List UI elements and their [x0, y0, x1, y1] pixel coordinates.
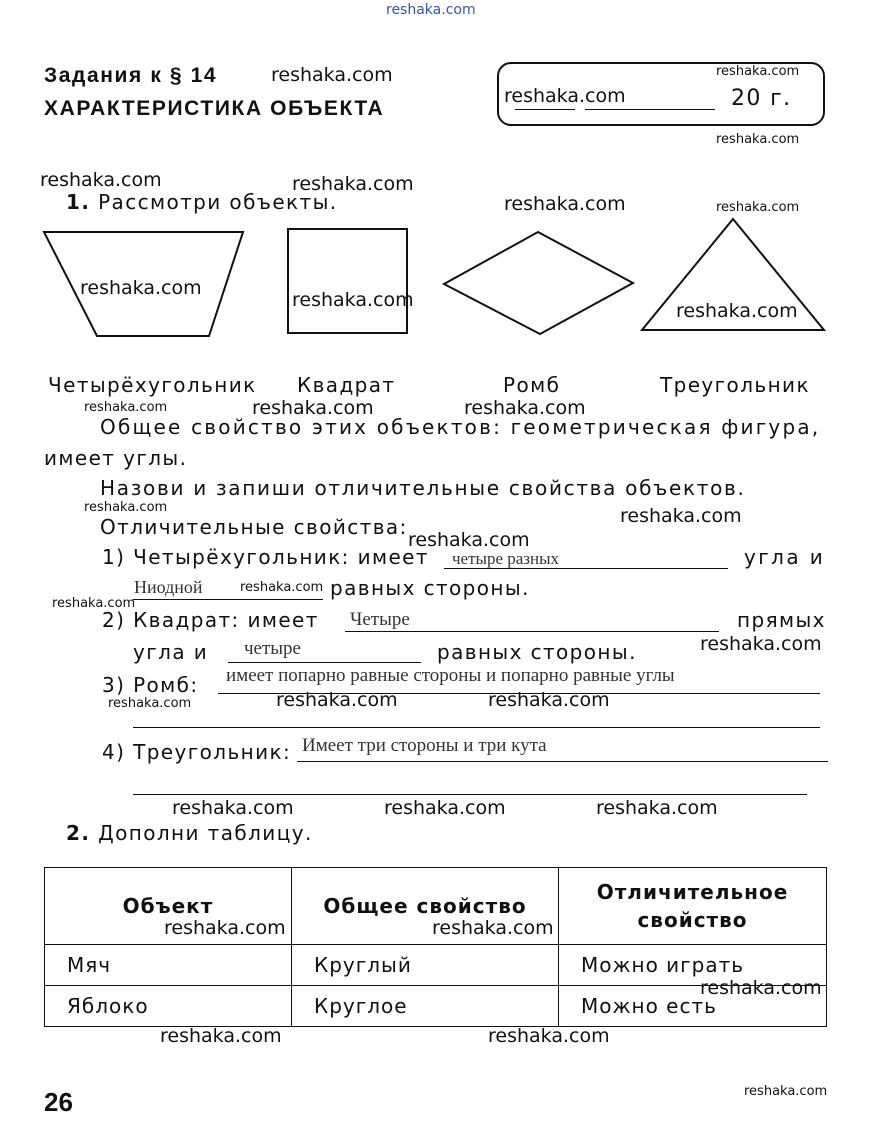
page-number: 26: [44, 1087, 73, 1117]
item2-line2-prefix: угла и: [133, 640, 209, 664]
item4-line1: [297, 761, 828, 762]
watermark: reshaka.com: [464, 397, 586, 419]
watermark: reshaka.com: [172, 797, 294, 819]
watermark: reshaka.com: [408, 529, 530, 551]
table-header-cell: Объект: [45, 868, 292, 945]
table-header-cell: Общее свойство: [292, 868, 559, 945]
watermark: reshaka.com: [164, 917, 286, 939]
table-cell: Можно играть: [559, 945, 827, 986]
item1-line1: [444, 568, 728, 569]
item4-prefix: 4) Треугольник:: [102, 740, 292, 764]
task2-instruction: Дополни таблицу.: [98, 821, 313, 845]
watermark: reshaka.com: [292, 289, 414, 311]
table-cell: Мяч: [45, 945, 292, 986]
task2-heading: [66, 821, 313, 845]
watermark: reshaka.com: [744, 1084, 828, 1099]
task1-number: 1.: [66, 190, 91, 214]
distinct-heading: Отличительные свойства:: [100, 515, 408, 539]
watermark: reshaka.com: [504, 85, 626, 107]
task2-number: 2.: [66, 821, 91, 845]
page-title: Задания к § 14: [44, 64, 218, 87]
item4-line2: [133, 794, 807, 795]
watermark: reshaka.com: [240, 580, 324, 595]
watermark: reshaka.com: [504, 193, 626, 215]
item2-line2: [228, 662, 421, 663]
item2-mid: прямых: [737, 608, 826, 632]
item2-answer1: Четыре: [350, 609, 410, 630]
watermark: reshaka.com: [80, 277, 202, 299]
table-header-cell-text: Отличительное свойство: [596, 880, 789, 932]
shape-label-square: Квадрат: [297, 373, 396, 397]
watermark: reshaka.com: [716, 132, 800, 147]
watermark: reshaka.com: [620, 505, 742, 527]
watermark: reshaka.com: [676, 300, 798, 322]
rhombus-shape: [444, 232, 633, 334]
watermark: reshaka.com: [52, 596, 136, 611]
watermark: reshaka.com: [40, 169, 162, 191]
watermark: reshaka.com: [292, 173, 414, 195]
item1-suffix: равных стороны.: [330, 576, 530, 600]
item1-prefix: 1) Четырёхугольник: имеет: [102, 545, 429, 569]
item4-answer: Имеет три стороны и три кута: [302, 735, 547, 756]
watermark: reshaka.com: [84, 500, 168, 515]
item2-line1: [345, 631, 719, 632]
page-subtitle: ХАРАКТЕРИСТИКА ОБЪЕКТА: [44, 97, 385, 120]
item2-suffix: равных стороны.: [437, 640, 637, 664]
item3-prefix: 3) Ромб:: [102, 673, 199, 697]
shape-label-rhombus: Ромб: [503, 373, 561, 397]
watermark: reshaka.com: [432, 917, 554, 939]
item1-answer2: Ниодной: [134, 577, 203, 597]
watermark: reshaka.com: [271, 64, 393, 86]
watermark: reshaka.com: [384, 797, 506, 819]
common-property-line2: имеет углы.: [44, 446, 188, 470]
item2-answer2: четыре: [244, 638, 301, 659]
table-header-cell: [559, 868, 827, 945]
table-cell: Круглый: [292, 945, 559, 986]
properties-table: [44, 867, 827, 1027]
watermark: reshaka.com: [252, 397, 374, 419]
watermark: reshaka.com: [160, 1025, 282, 1047]
table-cell: Круглое: [292, 986, 559, 1027]
watermark: reshaka.com: [84, 400, 168, 415]
watermark: reshaka.com: [488, 689, 610, 711]
watermark: reshaka.com: [716, 64, 800, 79]
item1-answer1: четыре разных: [452, 549, 560, 568]
item3-answer: имеет попарно равные стороны и попарно равные углы: [226, 665, 675, 686]
name-task-text: Назови и запиши отличительные свойства объектов.: [100, 476, 746, 500]
watermark: reshaka.com: [716, 200, 800, 215]
table-cell: Можно есть: [559, 986, 827, 1027]
item3-line2: [133, 727, 820, 728]
watermark-top: reshaka.com: [386, 2, 476, 18]
shape-label-quadrilateral: Четырёхугольник: [48, 373, 257, 397]
watermark: reshaka.com: [700, 977, 822, 999]
table-cell: Яблоко: [45, 986, 292, 1027]
common-property-line1: Общее свойство этих объектов: геометрическая фигура,: [100, 415, 821, 439]
item1-line2: [133, 599, 323, 600]
square-shape: [288, 229, 407, 333]
watermark: reshaka.com: [596, 797, 718, 819]
watermark: reshaka.com: [700, 633, 822, 655]
item1-mid: угла и: [744, 545, 826, 569]
watermark: reshaka.com: [108, 696, 192, 711]
date-year: 20 г.: [731, 86, 792, 111]
task1-instruction: Рассмотри объекты.: [98, 190, 338, 214]
watermark: reshaka.com: [488, 1025, 610, 1047]
shape-label-triangle: Треугольник: [660, 373, 810, 397]
item2-prefix: 2) Квадрат: имеет: [102, 608, 319, 632]
watermark: reshaka.com: [276, 689, 398, 711]
